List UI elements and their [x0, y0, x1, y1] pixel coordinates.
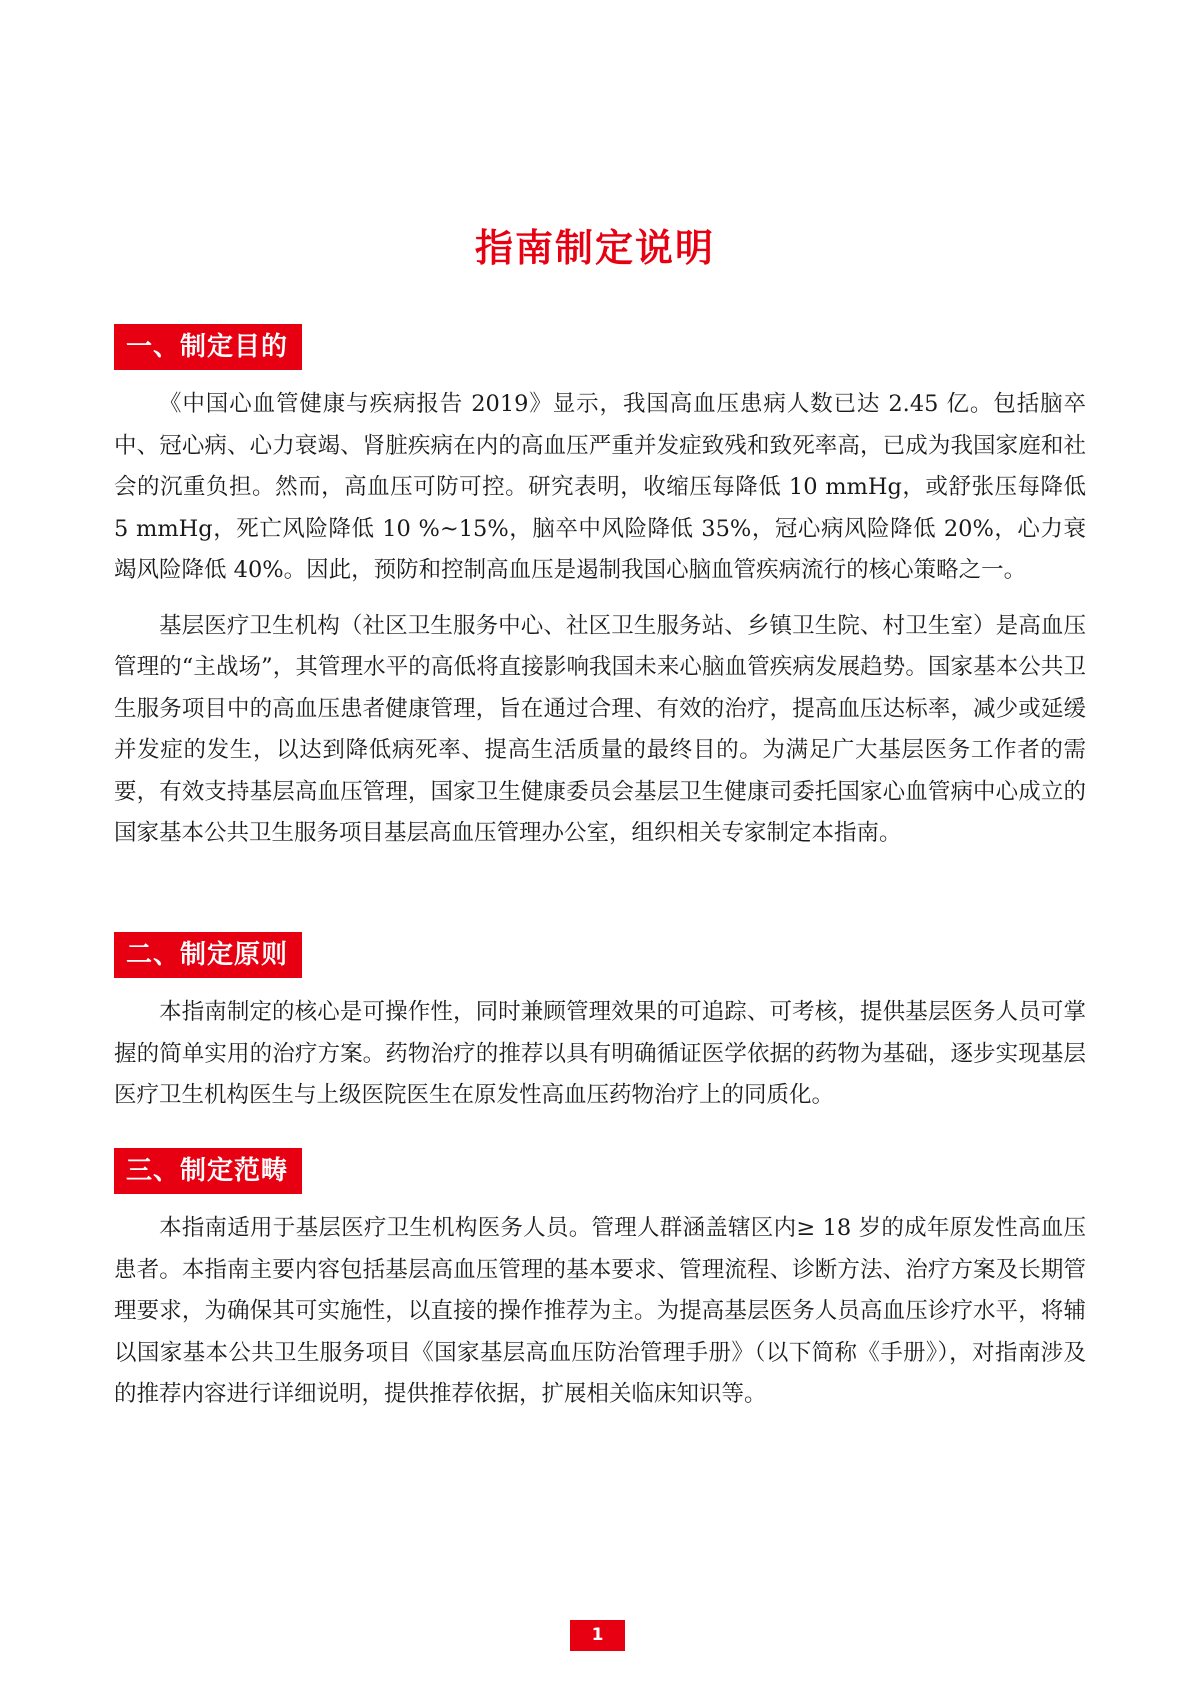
section-body-purpose	[114, 384, 1086, 869]
section-body-scope	[114, 1208, 1086, 1430]
page-title: 指南制定说明	[474, 226, 715, 271]
paragraph: 基层医疗卫生机构（社区卫生服务中心、社区卫生服务站、乡镇卫生院、村卫生室）是高血压管理的“主战场”，其管理水平的高低将直接影响我国未来心脑血管疾病发展趋势。国家基本公共卫生服务项目中的高血压患者健康管理，旨在通过合理、有效的治疗，提高血压达标率，减少或延缓并发症的发生，以达到降低病死率、提高生活质量的最终目的。为满足广大基层医务工作者的需要，有效支持基层高血压管理，国家卫生健康委员会基层卫生健康司委托国家心血管病中心成立的国家基本公共卫生服务项目基层高血压管理办公室，组织相关专家制定本指南。	[114, 612, 1086, 846]
paragraph: 本指南制定的核心是可操作性，同时兼顾管理效果的可追踪、可考核，提供基层医务人员可掌握的简单实用的治疗方案。药物治疗的推荐以具有明确循证医学依据的药物为基础，逐步实现基层医疗卫生机构医生与上级医院医生在原发性高血压药物治疗上的同质化。	[114, 999, 1086, 1108]
section-heading-scope: 三、制定范畴	[114, 1148, 302, 1194]
paragraph: 《中国心血管健康与疾病报告 2019》显示，我国高血压患病人数已达 2.45 亿。包括脑卒中、冠心病、心力衰竭、肾脏疾病在内的高血压严重并发症致残和致死率高，已成为我国家庭和社会的沉重负担。然而，高血压可防可控。研究表明，收缩压每降低 10 mmHg，或舒张压每降低 5 mmHg，死亡风险降低 10 %~15%，脑卒中风险降低 35%，冠心病风险降低 20%，心力衰竭风险降低 40%。因此，预防和控制高血压是遏制我国心脑血管疾病流行的核心策略之一。	[114, 391, 1086, 583]
section-heading-purpose: 一、制定目的	[114, 324, 302, 370]
section-heading-principles: 二、制定原则	[114, 932, 302, 978]
section-body-principles	[114, 992, 1086, 1131]
paragraph: 本指南适用于基层医疗卫生机构医务人员。管理人群涵盖辖区内≥ 18 岁的成年原发性高血压患者。本指南主要内容包括基层高血压管理的基本要求、管理流程、诊断方法、治疗方案及长期管理要求，为确保其可实施性，以直接的操作推荐为主。为提高基层医务人员高血压诊疗水平，将辅以国家基本公共卫生服务项目《国家基层高血压防治管理手册》（以下简称《手册》），对指南涉及的推荐内容进行详细说明，提供推荐依据，扩展相关临床知识等。	[114, 1215, 1086, 1407]
page-number: 1	[570, 1620, 625, 1651]
